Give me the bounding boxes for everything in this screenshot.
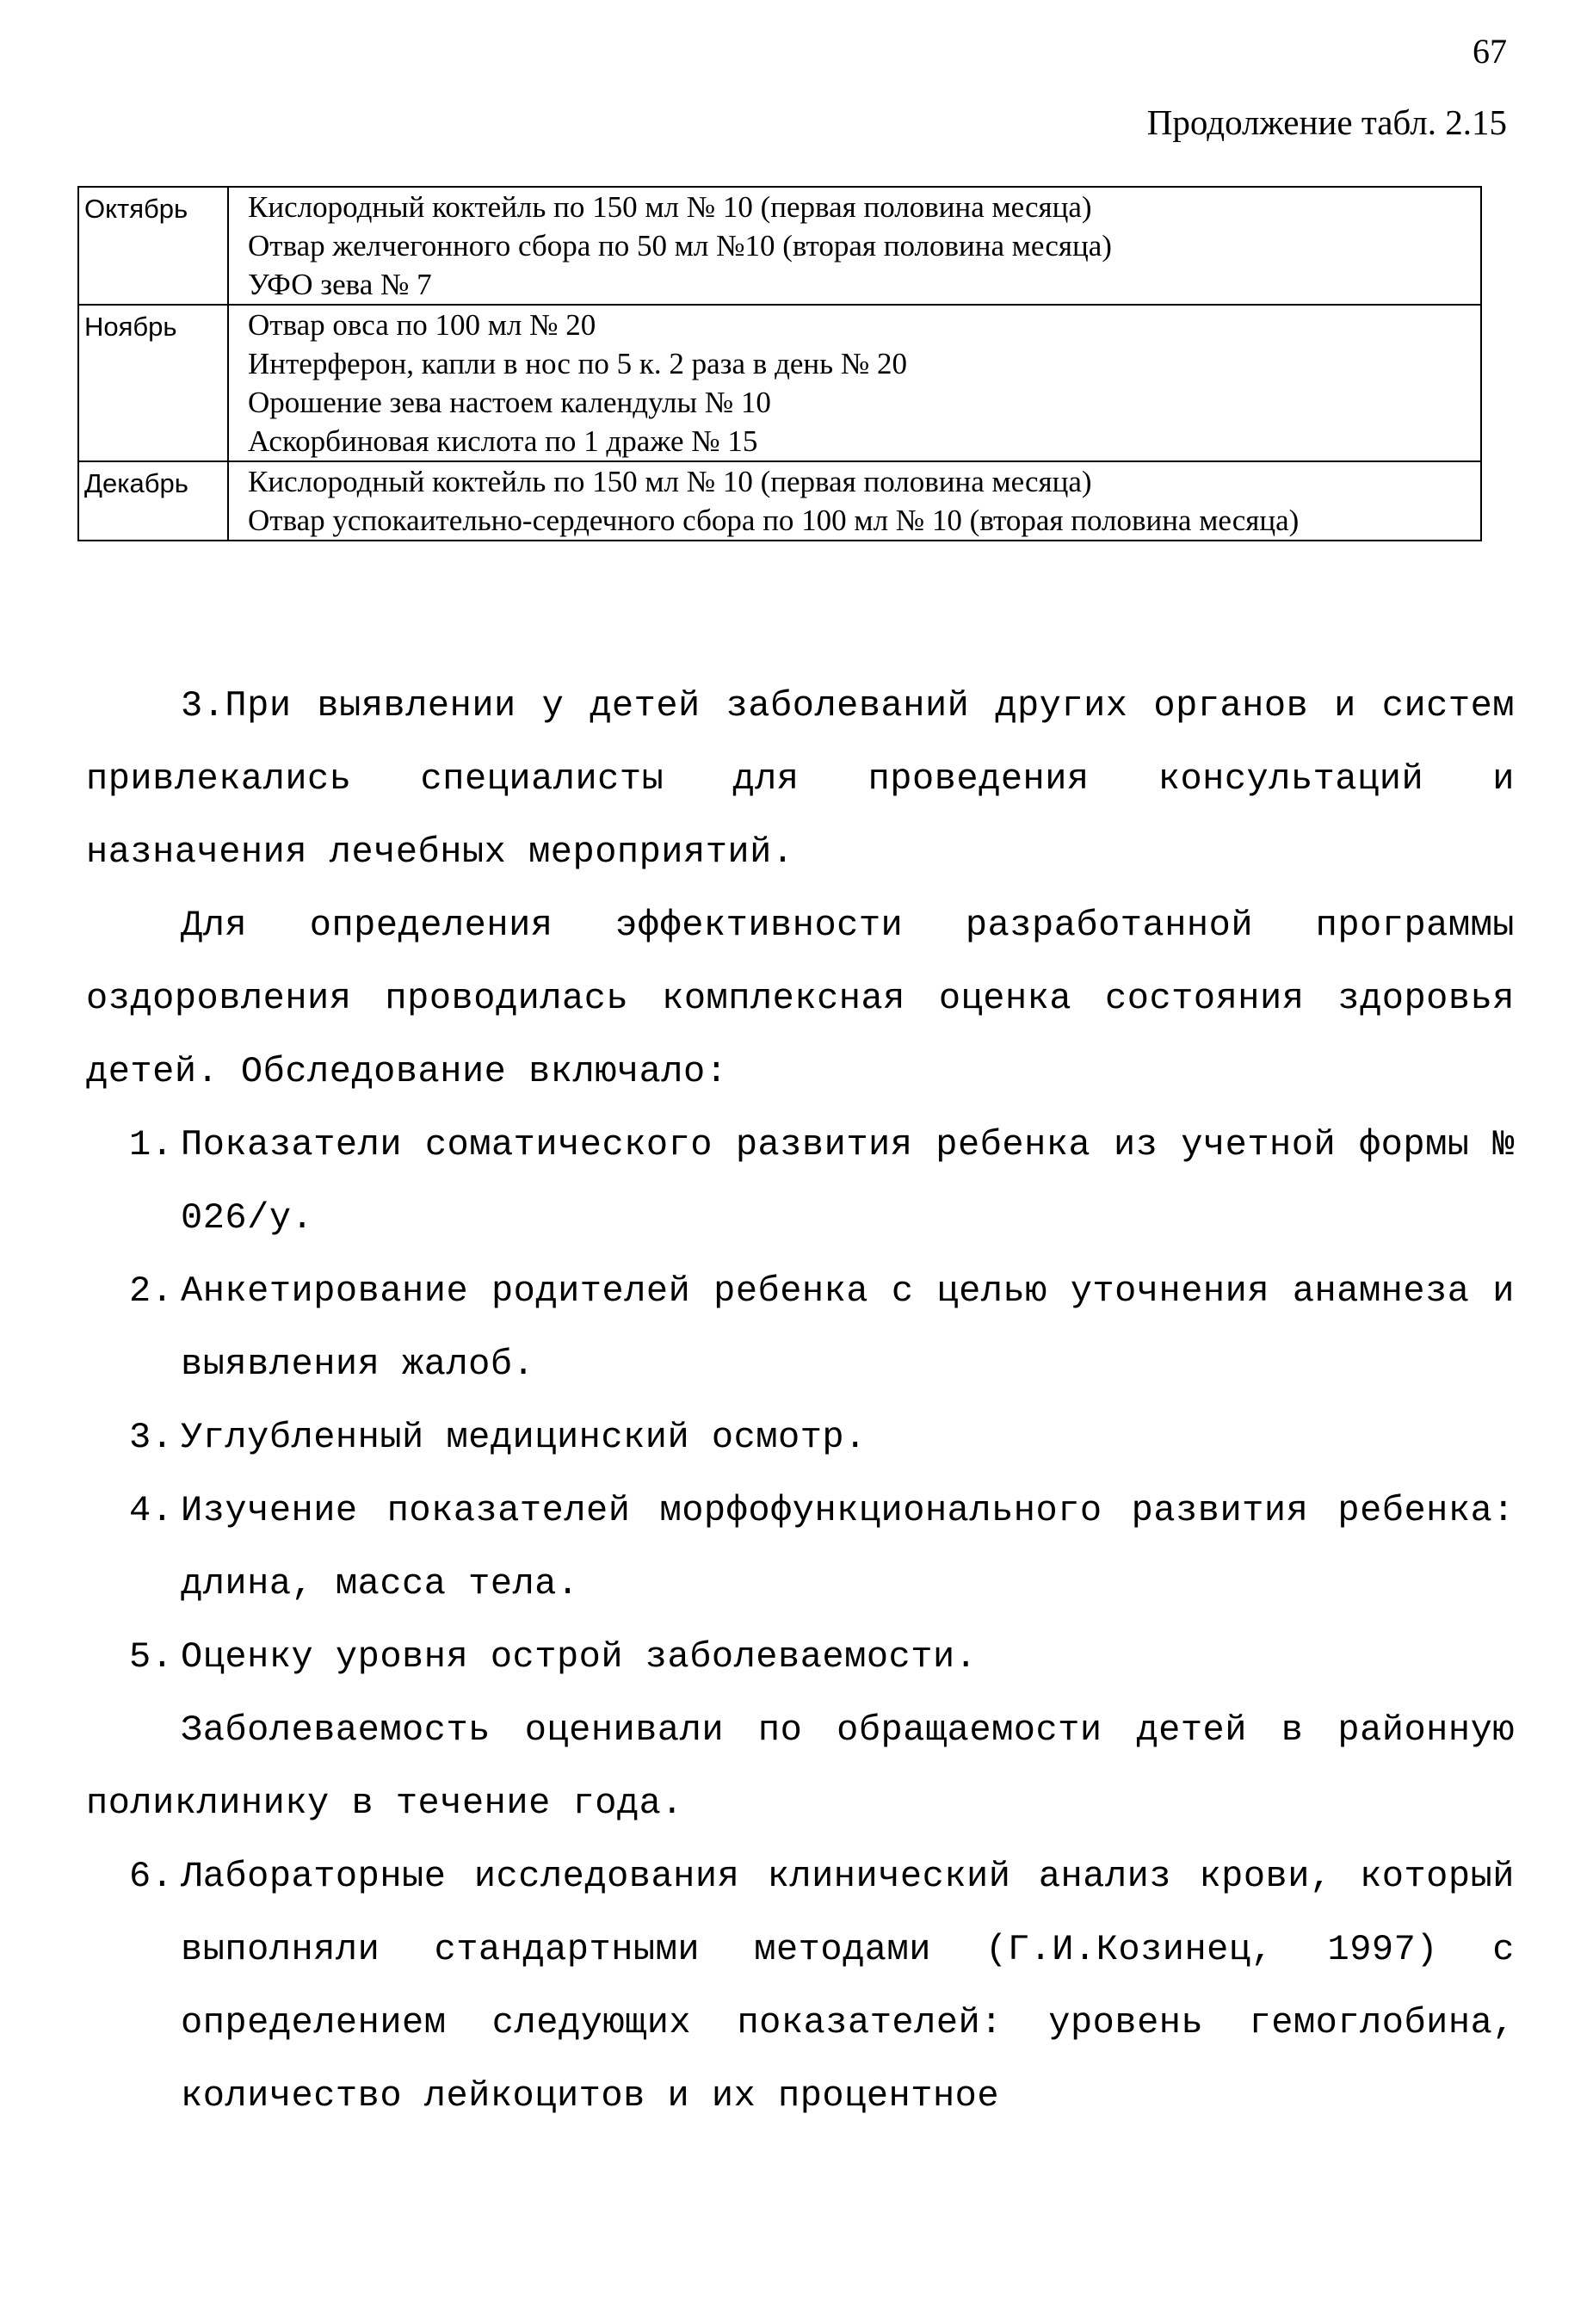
exam-list: [86, 1109, 1515, 1694]
list-item-text: Лабораторные исследования клинический анализ крови, который выполняли стандартными методами (Г.И.Козинец, 1997) с определением следующих показателей: уровень гемоглобина, количество лейкоцитов и их процентное: [181, 1856, 1515, 2117]
procedure-item: Отвар овса по 100 мл № 20: [248, 308, 596, 342]
table-row: [78, 305, 1481, 461]
table-caption: Продолжение табл. 2.15: [1146, 102, 1507, 142]
procedure-item: Кислородный коктейль по 150 мл № 10 (первая половина месяца): [248, 465, 1092, 498]
procedure-item: Орошение зева настоем календулы № 10: [248, 386, 771, 419]
list-item-number: 4.: [129, 1490, 174, 1531]
month-cell: Октябрь: [78, 187, 228, 305]
month-cell: Ноябрь: [78, 305, 228, 461]
list-item: [86, 1401, 1515, 1474]
list-item-text: Оценку уровня острой заболеваемости.: [181, 1636, 978, 1678]
list-item: [86, 1621, 1515, 1694]
procedure-item: Интерферон, капли в нос по 5 к. 2 раза в день № 20: [248, 347, 908, 380]
procedure-item: Отвар успокаительно-сердечного сбора по 100 мл № 10 (вторая половина месяца): [248, 504, 1300, 537]
table-row: [78, 461, 1481, 541]
list-item-text: Анкетирование родителей ребенка с целью уточнения анамнеза и выявления жалоб.: [181, 1270, 1515, 1385]
list-item-number: 3.: [129, 1417, 174, 1458]
list-item: [86, 1474, 1515, 1621]
procedure-item: УФО зева № 7: [248, 268, 432, 301]
list-item: [86, 1109, 1515, 1255]
list-item: [86, 1840, 1515, 2133]
procedure-item: Кислородный коктейль по 150 мл № 10 (первая половина месяца): [248, 190, 1092, 224]
paragraph-assessment: Для определения эффективности разработанной программы оздоровления проводилась комплексная оценка состояния здоровья детей. Обследование включало:: [86, 905, 1515, 1092]
list-item: [86, 1255, 1515, 1401]
list-item-text: Показатели соматического развития ребенка из учетной формы № 026/у.: [181, 1124, 1515, 1239]
paragraph-morbidity: Заболеваемость оценивали по обращаемости детей в районную поликлинику в течение года.: [86, 1709, 1515, 1824]
treatment-table: [77, 186, 1482, 541]
list-item-text: Изучение показателей морфофункционального развития ребенка: длина, масса тела.: [181, 1490, 1515, 1604]
exam-list-continued: [86, 1840, 1515, 2133]
main-text: [86, 670, 1515, 2133]
paragraph-consultations: 3.При выявлении у детей заболеваний других органов и систем привлекались специалисты для проведения консультаций и назначения лечебных мероприятий.: [86, 685, 1515, 873]
procedures-cell: [228, 187, 1481, 305]
list-item-number: 5.: [129, 1636, 174, 1678]
list-item-text: Углубленный медицинский осмотр.: [181, 1417, 867, 1458]
procedure-item: Аскорбиновая кислота по 1 драже № 15: [248, 424, 758, 458]
procedures-cell: [228, 305, 1481, 461]
list-item-number: 1.: [129, 1124, 174, 1165]
table-row: [78, 187, 1481, 305]
procedure-item: Отвар желчегонного сбора по 50 мл №10 (вторая половина месяца): [248, 229, 1112, 263]
month-cell: Декабрь: [78, 461, 228, 541]
procedures-cell: [228, 461, 1481, 541]
list-item-number: 2.: [129, 1270, 174, 1312]
page-number: 67: [1473, 32, 1507, 71]
list-item-number: 6.: [129, 1856, 174, 1897]
